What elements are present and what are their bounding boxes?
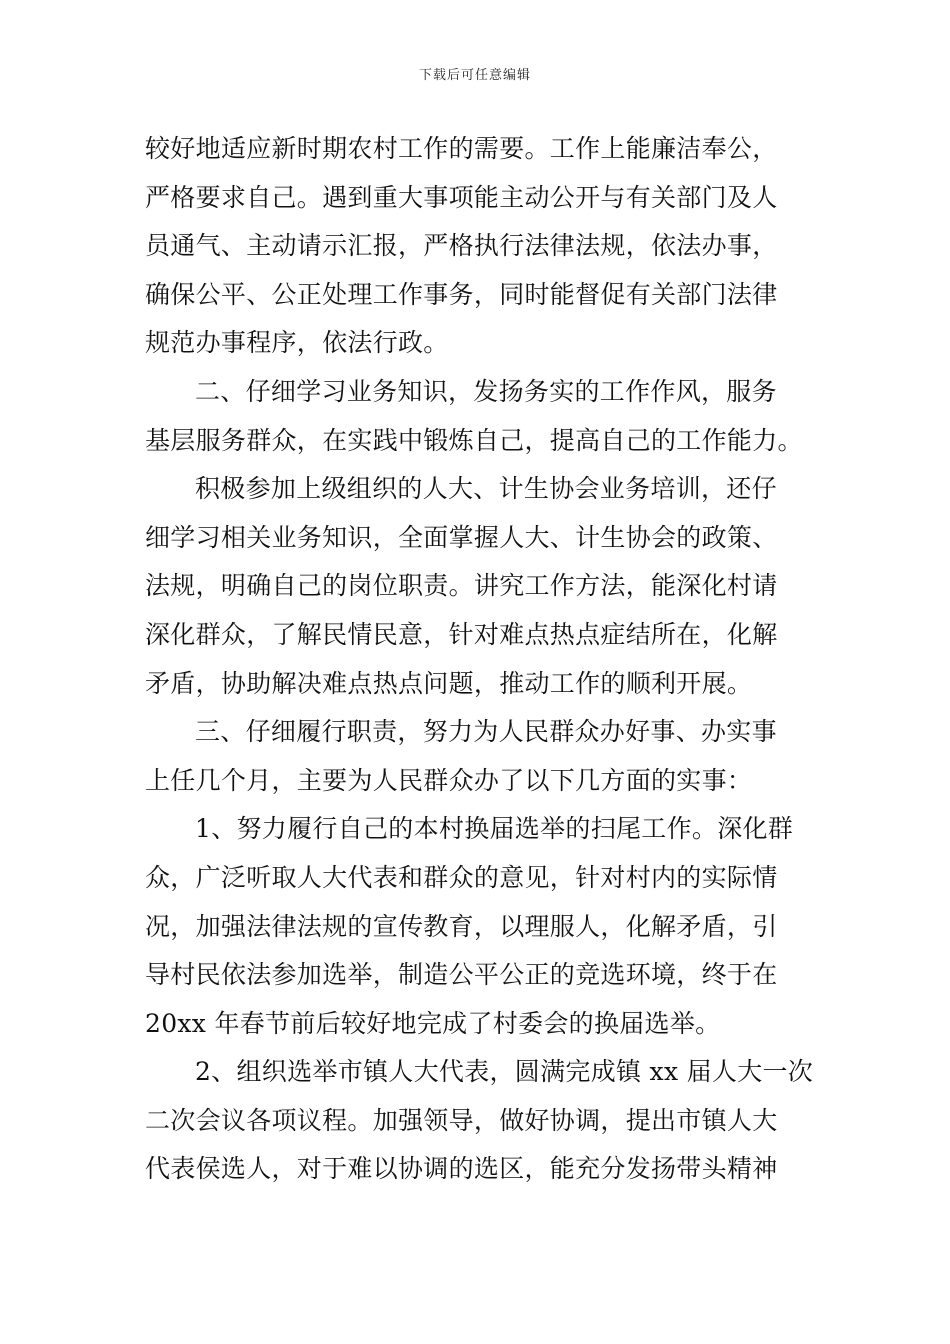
text-line: 细学习相关业务知识，全面掌握人大、计生协会的政策、	[145, 522, 778, 552]
text-line: 二次会议各项议程。加强领导，做好协调，提出市镇人大	[145, 1105, 778, 1135]
text-line: 众，广泛听取人大代表和群众的意见，针对村内的实际情	[145, 862, 778, 892]
text-line: 导村民依法参加选举，制造公平公正的竞选环境，终于在	[145, 960, 778, 990]
document-body	[145, 125, 814, 1194]
text-line: 矛盾，协助解决难点热点问题，推动工作的顺利开展。	[145, 668, 753, 698]
paragraph-start-line: 积极参加上级组织的人大、计生协会业务培训，还仔	[195, 474, 777, 504]
text-line: 确保公平、公正处理工作事务，同时能督促有关部门法律	[145, 279, 778, 309]
text-line: 规范办事程序，依法行政。	[145, 328, 449, 358]
header-note: 下载后可任意编辑	[418, 68, 531, 83]
text-line: 严格要求自己。遇到重大事项能主动公开与有关部门及人	[145, 182, 778, 212]
text-line: 基层服务群众，在实践中锻炼自己，提高自己的工作能力。	[145, 425, 803, 455]
text-line: 况，加强法律法规的宣传教育，以理服人，化解矛盾，引	[145, 911, 778, 941]
paragraph-start-line: 1、努力履行自己的本村换届选举的扫尾工作。深化群	[195, 814, 794, 844]
paragraph-start-line: 2、组织选举市镇人大代表，圆满完成镇 xx 届人大一次	[195, 1057, 814, 1087]
text-line: 员通气、主动请示汇报，严格执行法律法规，依法办事，	[145, 231, 778, 261]
text-line: 上任几个月，主要为人民群众办了以下几方面的实事：	[145, 765, 753, 795]
text-line: 深化群众，了解民情民意，针对难点热点症结所在，化解	[145, 619, 778, 649]
paragraph-start-line: 二、仔细学习业务知识，发扬务实的工作作风，服务	[195, 376, 777, 406]
text-line: 代表侯选人，对于难以协调的选区，能充分发扬带头精神	[145, 1154, 778, 1184]
paragraph-start-line: 三、仔细履行职责，努力为人民群众办好事、办实事	[195, 717, 777, 747]
text-line: 较好地适应新时期农村工作的需要。工作上能廉洁奉公，	[145, 134, 778, 163]
text-line: 20xx 年春节前后较好地完成了村委会的换届选举。	[145, 1008, 721, 1038]
text-line: 法规，明确自己的岗位职责。讲究工作方法，能深化村请	[145, 571, 778, 601]
